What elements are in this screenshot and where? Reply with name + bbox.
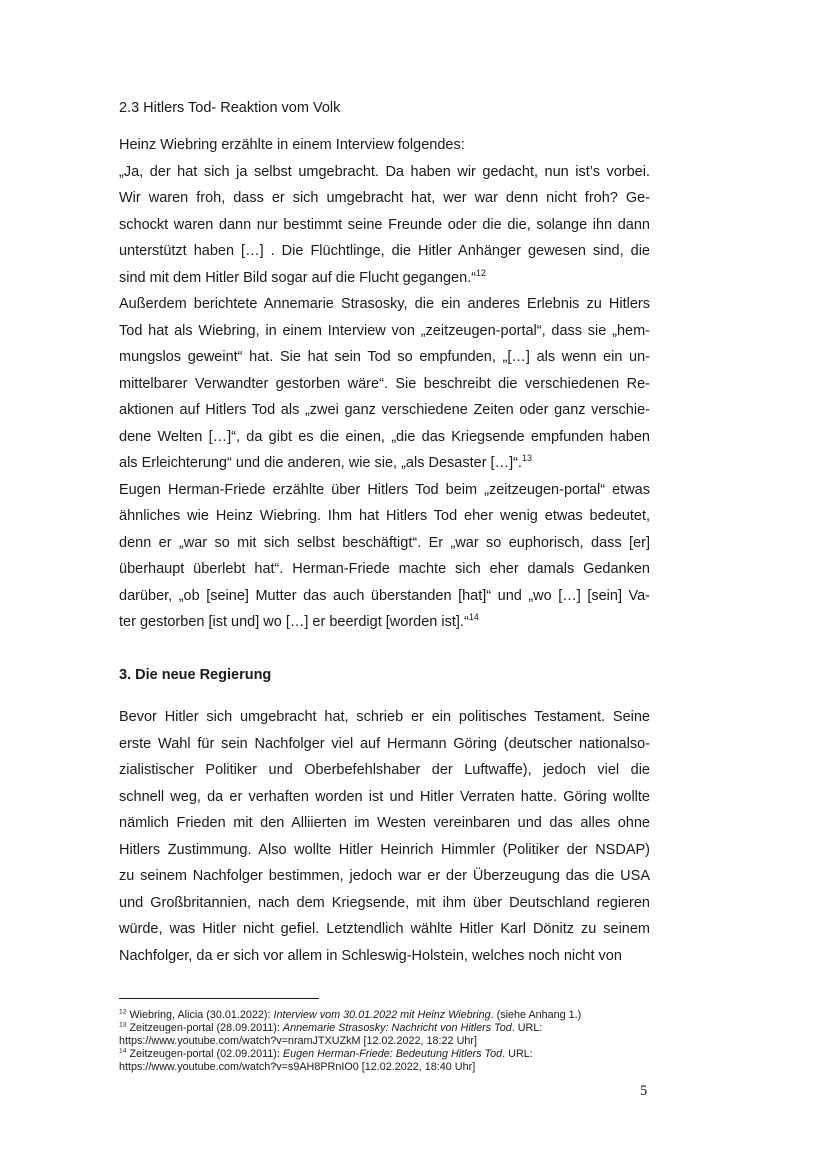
line-text: schnell weg, da er verhaften worden ist und Hitler Verraten hatte. Göring wollte — [119, 788, 650, 805]
line-text: ähnliches wie Heinz Wiebring. Ihm hat Hitlers Tod eher wenig etwas bedeutet, — [119, 508, 650, 524]
footnote-tail: . URL: — [502, 1048, 533, 1060]
footnote-ref[interactable]: 14 — [468, 612, 479, 623]
text-line — [119, 185, 650, 212]
line-text: unterstützt haben […] . Die Flüchtlinge, die Hitler Anhänger gewesen sind, die — [119, 243, 650, 259]
footnote-ref[interactable]: 12 — [476, 267, 487, 278]
line-text: Eugen Herman-Friede erzählte über Hitlers Tod beim „zeitzeugen-portal“ etwas — [119, 481, 650, 498]
line-text: Bevor Hitler sich umgebracht hat, schrieb er ein politisches Testament. Seine — [119, 709, 650, 725]
footnote-title: Eugen Herman-Friede: Bedeutung Hitlers Tod — [282, 1048, 503, 1060]
text-line — [119, 731, 650, 758]
text-line — [119, 132, 650, 159]
text-line — [119, 837, 650, 864]
text-line — [119, 583, 650, 610]
line-text: Heinz Wiebring erzählte in einem Interview folgendes: — [119, 137, 465, 153]
footnote-number: 14 — [119, 1047, 127, 1055]
footnote-12 — [119, 1009, 679, 1022]
text-line — [119, 318, 650, 345]
line-text: Hitlers Zustimmung. Also wollte Hitler Heinrich Himmler (Politiker der NSDAP) — [119, 841, 650, 858]
line-text: Wir waren froh, dass er sich umgebracht hat, wer war denn nicht froh? Ge- — [119, 190, 650, 206]
footnote-separator — [119, 998, 319, 999]
page-number: 5 — [640, 1083, 648, 1099]
line-text: Nachfolger, da er sich vor allem in Schleswig-Holstein, welches noch nicht von — [119, 947, 622, 964]
section-heading-3: 3. Die neue Regierung — [119, 667, 272, 683]
text-line — [119, 916, 650, 943]
footnote-title: Interview vom 30.01.2022 mit Heinz Wiebring — [273, 1009, 491, 1021]
text-line — [119, 863, 650, 890]
line-text: zialistischer Politiker und Oberbefehlshaber der Luftwaffe), jedoch viel die — [119, 762, 650, 778]
footnote-number: 13 — [119, 1021, 127, 1029]
line-text: nämlich Frieden mit den Alliierten im Westen vereinbaren und das alles ohne — [119, 815, 650, 831]
footnote-number: 12 — [119, 1008, 127, 1016]
text-line — [119, 291, 650, 318]
line-text: würde, was Hitler nicht gefiel. Letztendlich wählte Hitler Karl Dönitz zu seinem — [119, 921, 650, 937]
text-line — [119, 397, 650, 424]
text-line — [119, 810, 650, 837]
text-line — [119, 424, 650, 451]
line-text: sind mit dem Hitler Bild sogar auf die Flucht gegangen.“ — [119, 269, 477, 286]
line-text: erste Wahl für sein Nachfolger viel auf Hermann Göring (deutscher nationalso- — [119, 735, 650, 752]
footnote-lead: Zeitzeugen-portal (28.09.2011): — [129, 1022, 283, 1034]
line-text: und Großbritannien, nach dem Kriegsende, mit ihm über Deutschland regieren — [119, 894, 650, 911]
line-text: ter gestorben [ist und] wo […] er beerdigt [worden ist].“ — [119, 614, 469, 630]
section-3-body — [119, 704, 650, 969]
text-line — [119, 371, 650, 398]
footnote-title: Annemarie Strasosky: Nachricht von Hitlers Tod — [282, 1022, 512, 1034]
text-line — [119, 503, 650, 530]
line-text: mungslos geweint“ hat. Sie hat sein Tod so empfunden, „[…] als wenn ein un- — [119, 349, 650, 365]
footnote-lead: Zeitzeugen-portal (02.09.2011): — [129, 1048, 283, 1060]
line-text: als Erleichterung“ und die anderen, wie sie, „als Desaster […]“. — [119, 455, 522, 471]
text-line — [119, 943, 650, 970]
line-text: schockt waren dann nur bestimmt seine Freunde oder die die, solange ihn dann — [119, 216, 650, 233]
text-line — [119, 477, 650, 504]
line-text: dene Welten […]“, da gibt es die einen, „die das Kriegsende empfunden haben — [119, 428, 650, 445]
footnote-13-url[interactable]: https://www.youtube.com/watch?v=nramJTXUZkM [12.02.2022, 18:22 Uhr] — [119, 1035, 477, 1047]
line-text: zu seinem Nachfolger bestimmen, jedoch war er der Überzeugung das die USA — [119, 868, 650, 884]
line-text: Außerdem berichtete Annemarie Strasosky, die ein anderes Erlebnis zu Hitlers — [119, 296, 650, 312]
line-text: Tod hat als Wiebring, in einem Interview von „zeitzeugen-portal“, dass sie „hem- — [119, 322, 650, 339]
text-line — [119, 238, 650, 265]
text-line — [119, 556, 650, 583]
text-line — [119, 784, 650, 811]
text-line — [119, 530, 650, 557]
text-line — [119, 890, 650, 917]
text-line — [119, 344, 650, 371]
text-line — [119, 159, 650, 186]
text-line — [119, 704, 650, 731]
footnote-tail: . URL: — [511, 1022, 543, 1034]
line-text: überhaupt überlebt hat“. Herman-Friede machte sich eher damals Gedanken — [119, 561, 650, 577]
section-heading-2-3: 2.3 Hitlers Tod- Reaktion vom Volk — [119, 100, 341, 116]
text-line — [119, 212, 650, 239]
footnote-13 — [119, 1022, 679, 1035]
footnote-14-url[interactable]: https://www.youtube.com/watch?v=s9AH8PRnIO0 [12.02.2022, 18:40 Uhr] — [119, 1061, 476, 1073]
section-2-3-body — [119, 132, 650, 636]
footnotes — [119, 1009, 679, 1074]
footnote-14 — [119, 1048, 679, 1061]
line-text: denn er „war so mit sich selbst beschäftigt“. Er „war so euphorisch, dass [er] — [119, 534, 650, 551]
line-text: aktionen auf Hitlers Tod als „zwei ganz verschiedene Zeiten oder ganz verschie- — [119, 402, 650, 418]
line-text: „Ja, der hat sich ja selbst umgebracht. Da haben wir gedacht, nun ist’s vorbei. — [119, 163, 650, 180]
text-line — [119, 757, 650, 784]
footnote-tail: . (siehe Anhang 1.) — [490, 1009, 582, 1021]
text-line — [119, 265, 650, 292]
footnote-lead: Wiebring, Alicia (30.01.2022): — [129, 1009, 274, 1021]
line-text: mittelbarer Verwandter gestorben wäre“. Sie beschreibt die verschiedenen Re- — [119, 375, 650, 392]
text-line — [119, 450, 650, 477]
footnote-ref[interactable]: 13 — [521, 453, 532, 464]
line-text: darüber, „ob [seine] Mutter das auch überstanden [hat]“ und „wo […] [sein] Va- — [119, 587, 650, 604]
text-line — [119, 609, 650, 636]
